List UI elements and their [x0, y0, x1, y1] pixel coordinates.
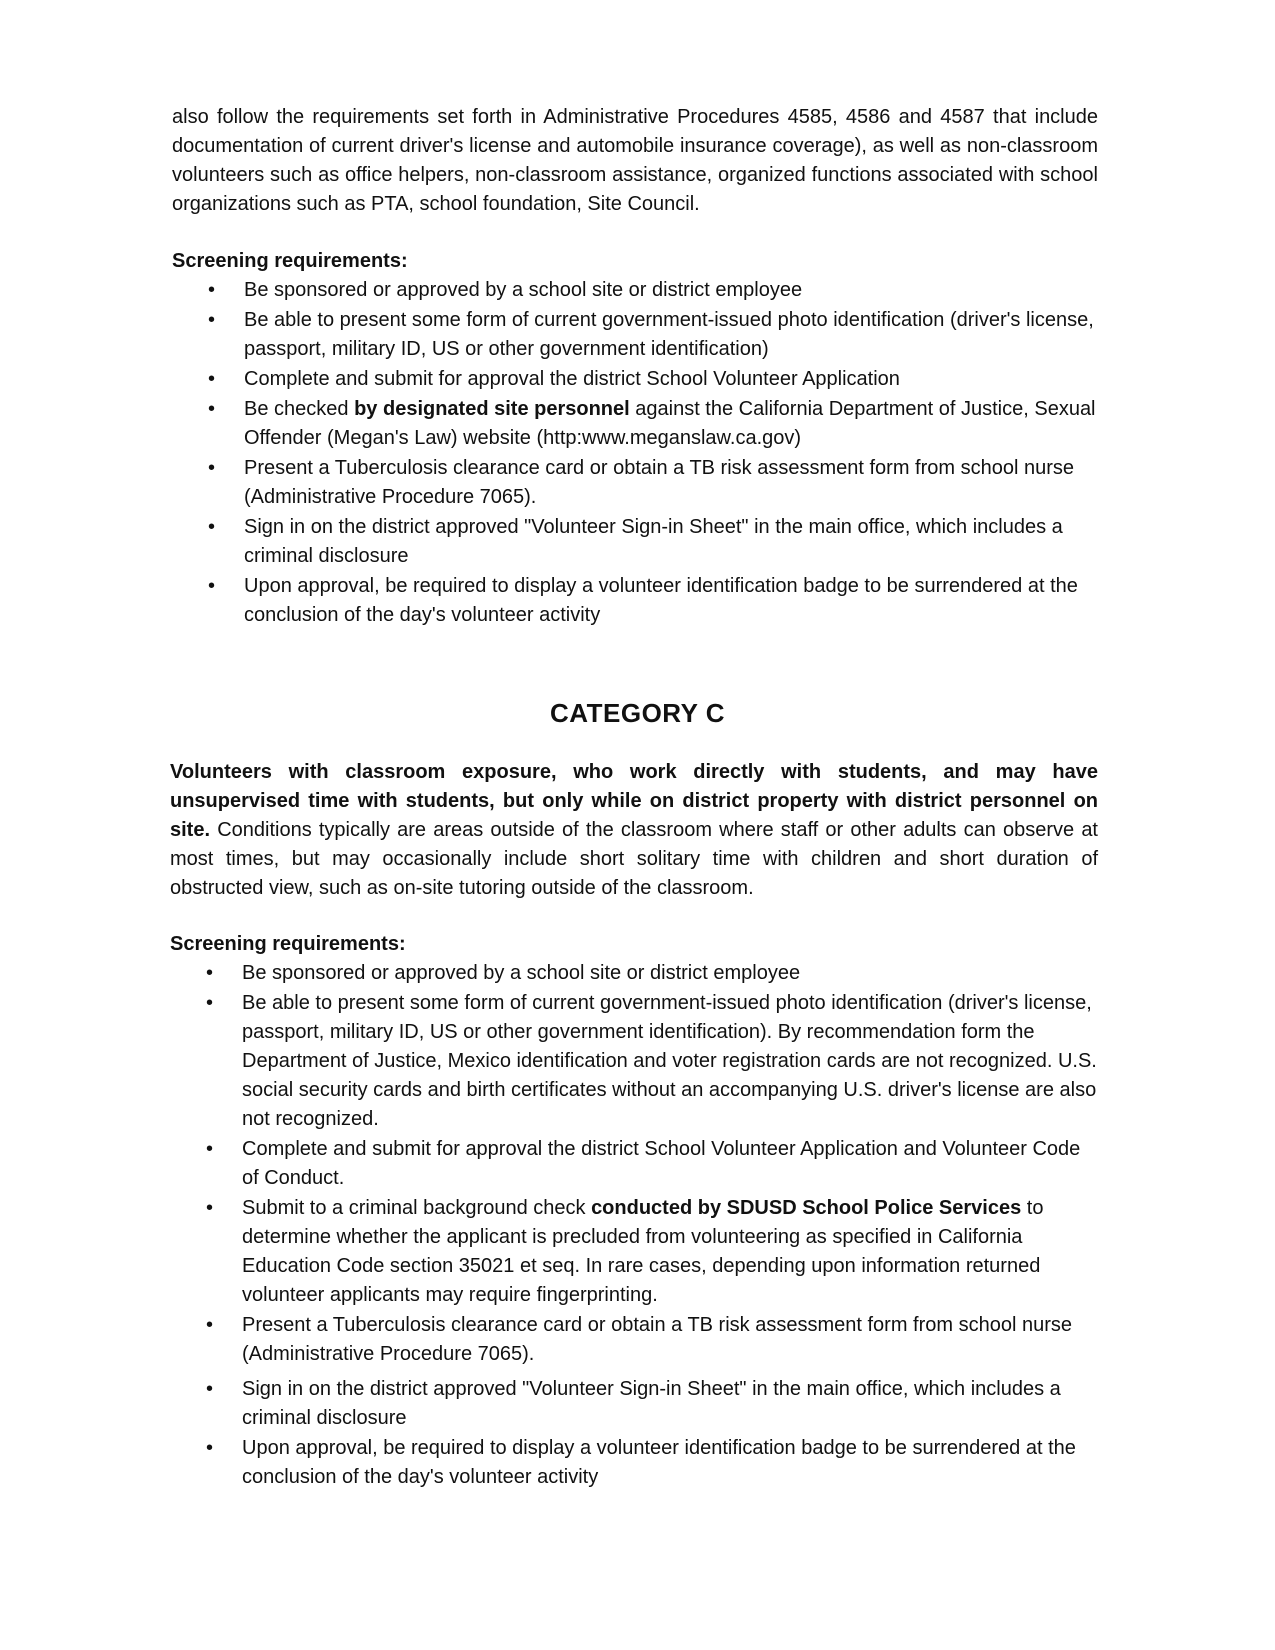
list-item: • Upon approval, be required to display a volunteer identification badge to be surrendered at the conclusion of the day's volunteer activity: [170, 1434, 1100, 1492]
bullet-icon: •: [208, 279, 216, 301]
list-item: • Sign in on the district approved "Volunteer Sign-in Sheet" in the main office, which includes a criminal disclosure: [172, 513, 1098, 571]
bullet-icon: •: [206, 962, 214, 984]
list-item: • Be able to present some form of current government-issued photo identification (driver's license, passport, military ID, US or other government identification). By recommendation form the Department of Justice, Mexico identification and voter registration cards are not recognized. U.S. social security cards and birth certificates without an accompanying U.S. driver's license are also not recognized.: [170, 989, 1100, 1134]
intro-paragraph: also follow the requirements set forth in Administrative Procedures 4585, 4586 and 4587 that include documentation of current driver's license and automobile insurance coverage), as well as non-classroom volunteers such as office helpers, non-classroom assistance, organized functions associated with school organizations such as PTA, school foundation, Site Council.: [172, 106, 1098, 215]
list-item: • Submit to a criminal background check conducted by SDUSD School Police Services to determine whether the applicant is precluded from volunteering as specified in California Education Code section 35021 et seq. In rare cases, depending upon information returned volunteer applicants may require fingerprinting.: [170, 1194, 1100, 1310]
bullet-icon: •: [206, 1197, 214, 1219]
bullet-icon: •: [208, 309, 216, 331]
category-c-description: Volunteers with classroom exposure, who work directly with students, and may have unsupervised time with students, but only while on district property with district personnel on site. Conditions typically are areas outside of the classroom where staff or other adults can observe at most times, but may occasionally include short solitary time with children and short duration of obstructed view, such as on-site tutoring outside of the classroom.: [170, 761, 1098, 899]
bullet-icon: •: [208, 398, 216, 420]
list-item: • Upon approval, be required to display a volunteer identification badge to be surrendered at the conclusion of the day's volunteer activity: [172, 572, 1098, 630]
bullet-icon: •: [206, 1138, 214, 1160]
screening-heading: Screening requirements:: [170, 933, 406, 955]
bullet-icon: •: [206, 1378, 214, 1400]
category-c-intro: [170, 758, 1098, 903]
screening-list: [170, 959, 1100, 1492]
category-c-title: CATEGORY C: [550, 698, 725, 728]
screening-heading: Screening requirements:: [172, 250, 408, 272]
bullet-icon: •: [208, 368, 216, 390]
list-item: • Sign in on the district approved "Volunteer Sign-in Sheet" in the main office, which includes a criminal disclosure: [170, 1375, 1100, 1433]
bullet-icon: •: [206, 1314, 214, 1336]
bullet-icon: •: [206, 992, 214, 1014]
list-item: • Present a Tuberculosis clearance card or obtain a TB risk assessment form from school nurse (Administrative Procedure 7065).: [170, 1311, 1100, 1369]
list-item: • Be sponsored or approved by a school site or district employee: [170, 959, 1100, 988]
section-b-screening: [172, 247, 1098, 631]
bullet-icon: •: [208, 575, 216, 597]
bullet-icon: •: [208, 457, 216, 479]
list-item: • Complete and submit for approval the district School Volunteer Application: [172, 365, 1098, 394]
list-item: • Present a Tuberculosis clearance card or obtain a TB risk assessment form from school nurse (Administrative Procedure 7065).: [172, 454, 1098, 512]
list-item: • Complete and submit for approval the district School Volunteer Application and Volunteer Code of Conduct.: [170, 1135, 1100, 1193]
bullet-icon: •: [206, 1437, 214, 1459]
screening-list: [172, 276, 1098, 630]
bullet-icon: •: [208, 516, 216, 538]
intro-block: [172, 103, 1098, 219]
list-item: • Be able to present some form of current government-issued photo identification (driver's license, passport, military ID, US or other government identification): [172, 306, 1098, 364]
list-item: • Be checked by designated site personnel against the California Department of Justice, Sexual Offender (Megan's Law) website (http:www.meganslaw.ca.gov): [172, 395, 1098, 453]
category-c-screening: [170, 930, 1100, 1493]
list-item: • Be sponsored or approved by a school site or district employee: [172, 276, 1098, 305]
